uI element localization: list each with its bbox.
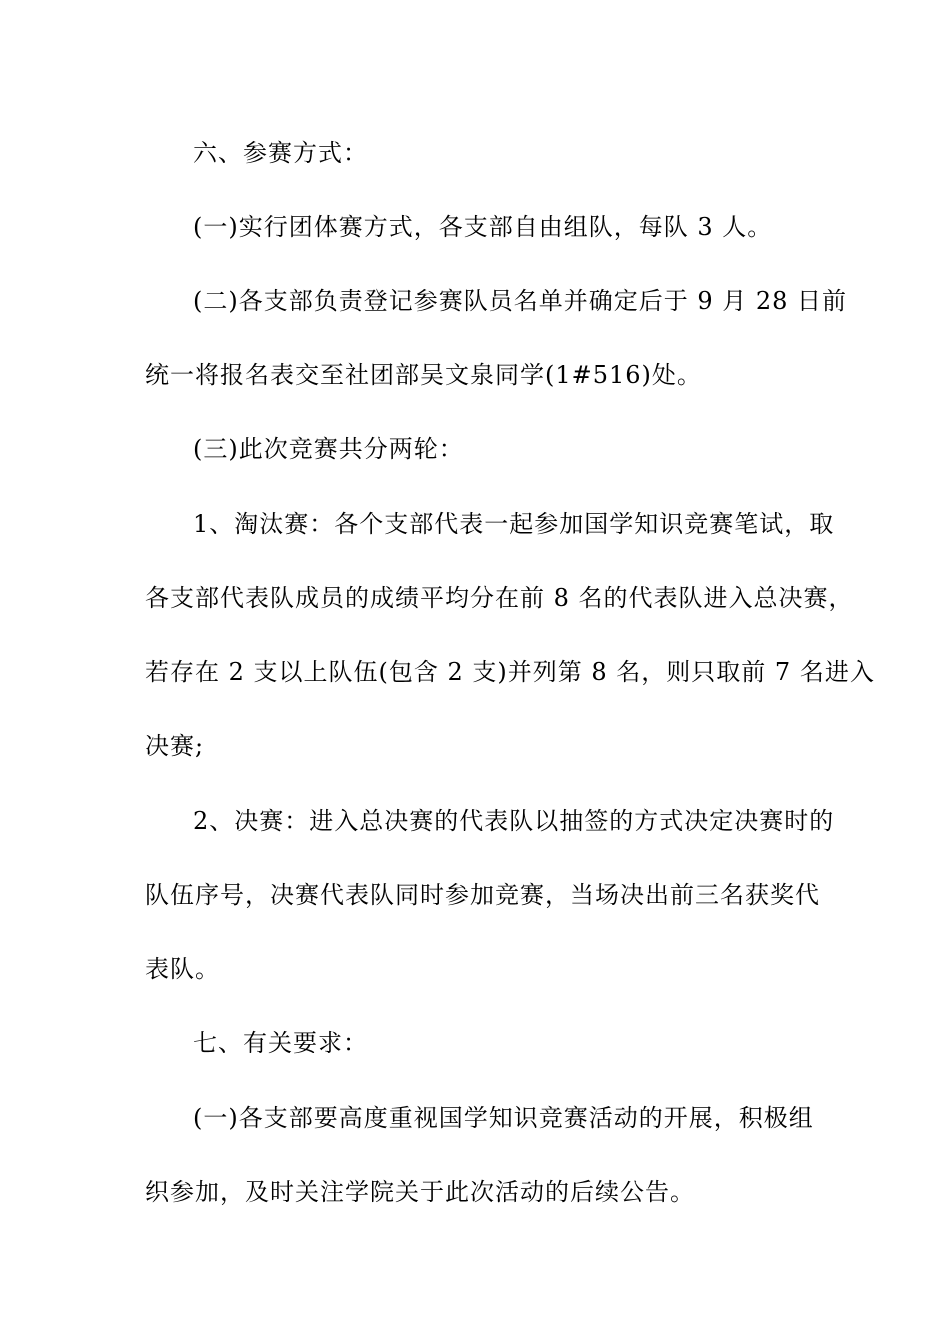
section-heading-requirements: 七、有关要求： — [193, 1029, 368, 1057]
paragraph-line: (一)实行团体赛方式，各支部自由组队，每队 3 人。 — [193, 213, 773, 241]
section-heading-participation: 六、参赛方式： — [193, 139, 368, 167]
paragraph-line: (三)此次竞赛共分两轮： — [193, 435, 464, 463]
paragraph-line: 队伍序号，决赛代表队同时参加竞赛，当场决出前三名获奖代 — [145, 881, 820, 909]
paragraph-line: (一)各支部要高度重视国学知识竞赛活动的开展，积极组 — [193, 1104, 814, 1132]
paragraph-line: 2、决赛：进入总决赛的代表队以抽签的方式决定决赛时的 — [193, 807, 835, 835]
paragraph-line: 若存在 2 支以上队伍(包含 2 支)并列第 8 名，则只取前 7 名进入 — [145, 658, 875, 686]
paragraph-line: 1、淘汰赛：各个支部代表一起参加国学知识竞赛笔试，取 — [193, 510, 835, 538]
paragraph-line: 统一将报名表交至社团部吴文泉同学(1#516)处。 — [145, 361, 702, 389]
paragraph-line: (二)各支部负责登记参赛队员名单并确定后于 9 月 28 日前 — [193, 287, 848, 315]
paragraph-line: 各支部代表队成员的成绩平均分在前 8 名的代表队进入总决赛， — [145, 584, 854, 612]
paragraph-line: 表队。 — [145, 955, 220, 983]
paragraph-line: 织参加，及时关注学院关于此次活动的后续公告。 — [145, 1178, 695, 1206]
paragraph-line: 决赛; — [145, 732, 205, 760]
